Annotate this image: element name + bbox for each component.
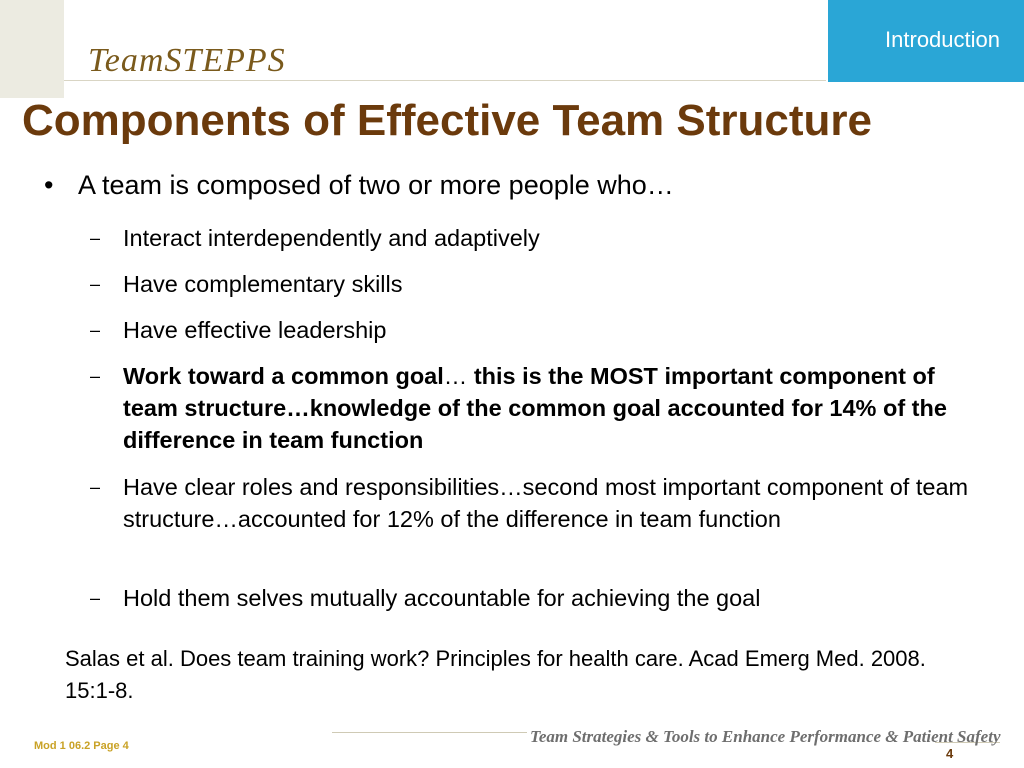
- dash-mark: –: [90, 320, 101, 340]
- main-bullet-text: A team is composed of two or more people who…: [78, 170, 674, 200]
- section-tab-label: Introduction: [885, 27, 1000, 52]
- list-item-text: [123, 360, 983, 456]
- header-divider: [64, 80, 826, 81]
- emphasis-text: this is the MOST important component of team structure…knowledge of the common goal accounted for 14% of the difference in team function: [123, 363, 947, 453]
- page-number: 4: [946, 746, 954, 761]
- dash-mark: –: [90, 274, 101, 294]
- dash-mark: –: [90, 228, 101, 248]
- bullet-mark: •: [44, 170, 54, 200]
- ellipsis-text: …: [443, 363, 474, 389]
- footer-divider: [332, 732, 527, 733]
- section-tab: [826, 0, 1024, 82]
- list-item-text: Interact interdependently and adaptively: [123, 225, 540, 251]
- emphasis-text: Work toward a common goal: [123, 363, 444, 389]
- footer-tagline: Team Strategies & Tools to Enhance Performance & Patient Safety: [530, 727, 1001, 746]
- list-item-text: Have clear roles and responsibilities…second most important component of team structure…accounted for 12% of the difference in team function: [123, 474, 969, 532]
- dash-mark: –: [90, 477, 101, 497]
- left-accent-bar: [0, 0, 64, 98]
- dash-mark: –: [90, 366, 101, 386]
- module-page-label: Mod 1 06.2 Page 4: [34, 740, 129, 752]
- teamstepps-logo: TeamSTEPPS: [88, 42, 286, 79]
- slide-title: Components of Effective Team Structure: [22, 96, 872, 145]
- list-item-text: Have effective leadership: [123, 317, 387, 343]
- list-item-text: Hold them selves mutually accountable for achieving the goal: [123, 585, 761, 611]
- citation: Salas et al. Does team training work? Principles for health care. Acad Emerg Med. 2008. 15:1-8.: [65, 646, 926, 703]
- dash-mark: –: [90, 588, 101, 608]
- list-item-text: Have complementary skills: [123, 271, 403, 297]
